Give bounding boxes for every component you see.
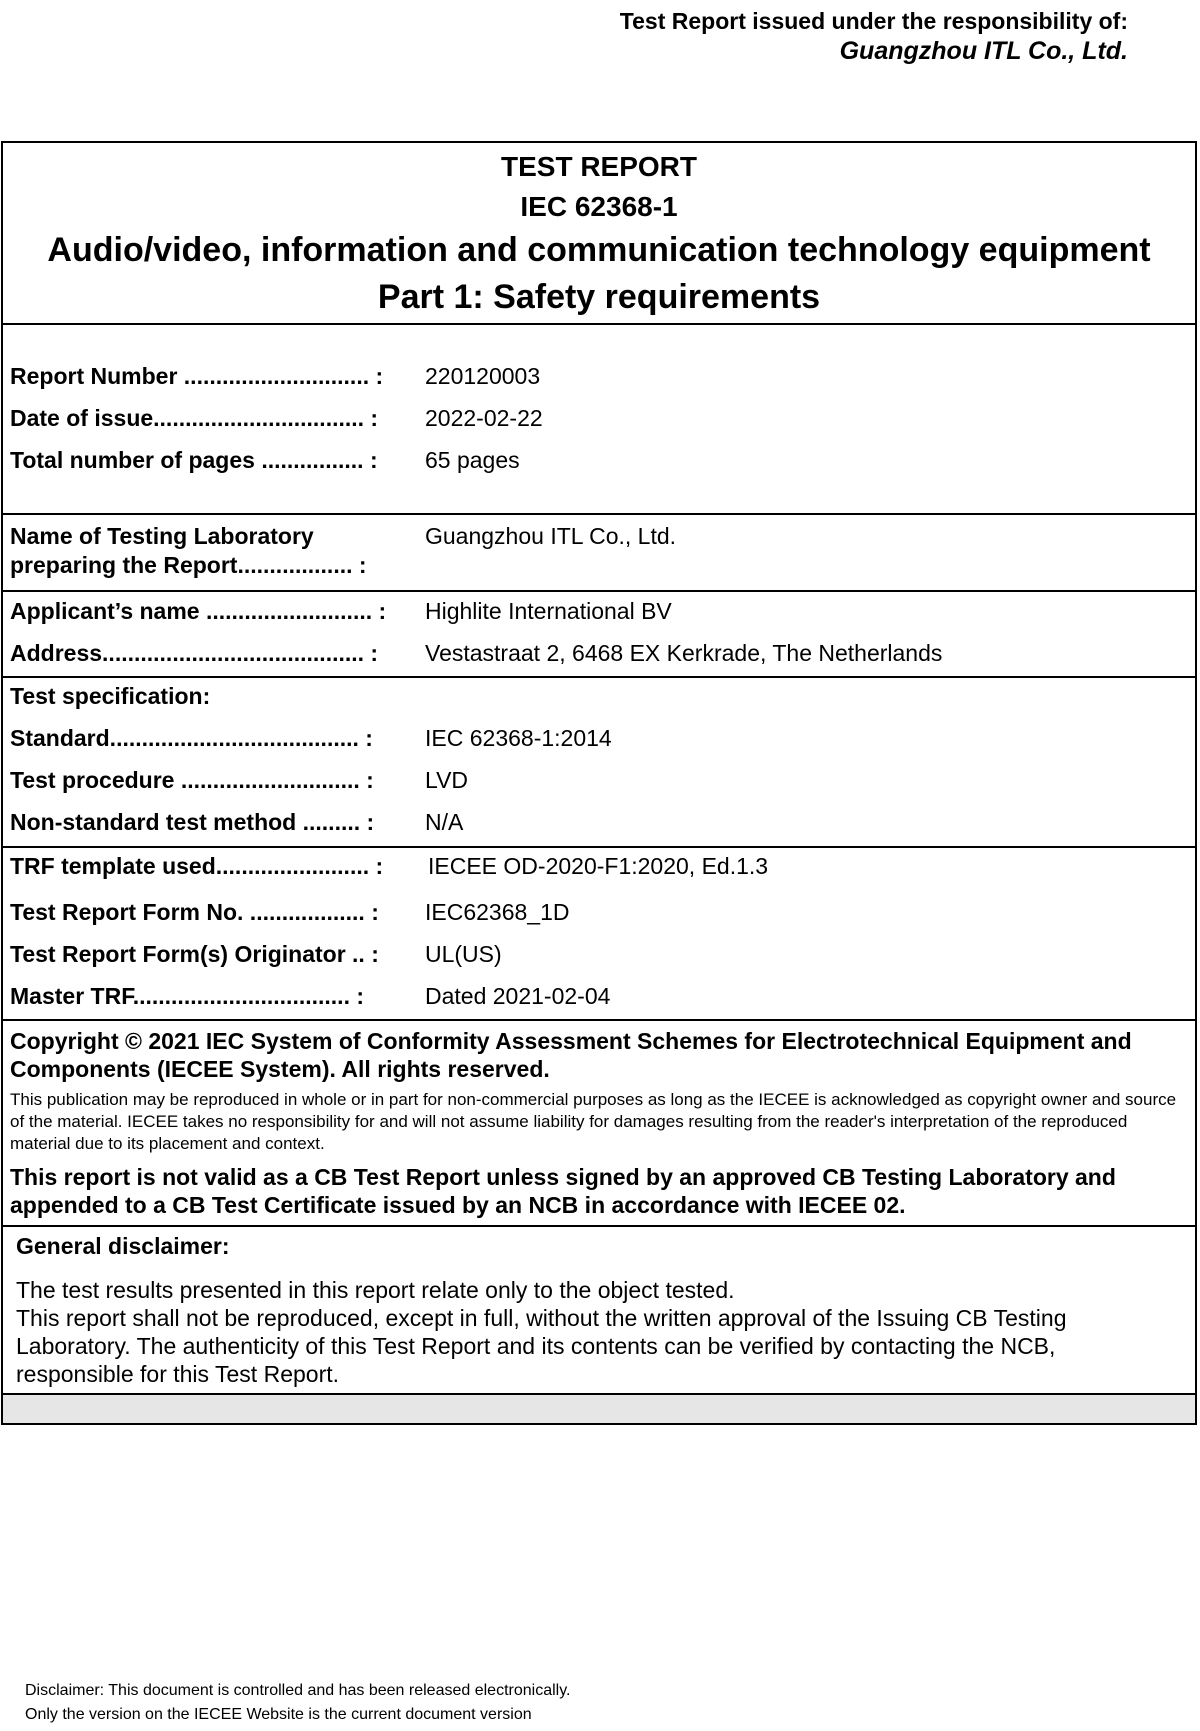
- field-label: Name of Testing Laboratory: [10, 523, 314, 549]
- divider: [3, 1225, 1195, 1227]
- field-trf-originator: [3, 941, 1195, 979]
- issuing-company: Guangzhou ITL Co., Ltd.: [839, 37, 1128, 65]
- divider: [3, 513, 1195, 515]
- field-trf-template: [3, 853, 1195, 891]
- field-label: Non-standard test method ......... :: [10, 809, 375, 835]
- field-value: 65 pages: [425, 447, 520, 473]
- field-value: Guangzhou ITL Co., Ltd.: [425, 523, 677, 549]
- divider: [3, 590, 1195, 592]
- grey-band: [3, 1395, 1195, 1423]
- field-address: [3, 640, 1195, 678]
- standard-part: Part 1: Safety requirements: [377, 278, 821, 316]
- field-test-procedure: [3, 767, 1195, 805]
- disclaimer-line-2: This report shall not be reproduced, except in full, without the written approval of the Issuing CB Testing Laboratory. The authenticity of this Test Report and its contents can be verified by contacting the NCB, responsible for this Test Report.: [16, 1305, 1067, 1387]
- field-value: N/A: [425, 809, 464, 835]
- field-value: IEC62368_1D: [425, 899, 570, 925]
- field-applicant: [3, 598, 1195, 636]
- field-label: preparing the Report.................. :: [10, 552, 367, 578]
- field-date-of-issue: [3, 405, 1195, 443]
- responsibility-header: Test Report issued under the responsibility of:: [619, 8, 1128, 34]
- field-label: Test procedure ............................ :: [10, 767, 374, 793]
- field-master-trf: [3, 983, 1195, 1021]
- field-lab-name: [3, 523, 1195, 585]
- field-total-pages: [3, 447, 1195, 485]
- field-value: UL(US): [425, 941, 502, 967]
- divider: [3, 323, 1195, 325]
- field-label: Standard....................................... :: [10, 725, 373, 751]
- standard-title: IEC 62368-1: [520, 191, 678, 222]
- field-value: IEC 62368-1:2014: [425, 725, 612, 751]
- field-value: Vestastraat 2, 6468 EX Kerkrade, The Netherlands: [425, 640, 943, 666]
- field-label: Applicant’s name .......................... :: [10, 598, 387, 624]
- footer-disclaimer-2: Only the version on the IECEE Website is the current document version: [25, 1706, 532, 1723]
- field-value: Highlite International BV: [425, 598, 672, 624]
- field-label: TRF template used........................ :: [10, 853, 384, 879]
- field-label: Master TRF.................................. :: [10, 983, 365, 1009]
- field-label: Address......................................... :: [10, 640, 379, 666]
- report-title: TEST REPORT: [500, 151, 697, 182]
- footer-disclaimer-1: Disclaimer: This document is controlled and has been released electronically.: [25, 1682, 571, 1699]
- copyright-body: This publication may be reproduced in whole or in part for non-commercial purposes as long as the IECEE is acknowledged as copyright owner and source of the material. IECEE takes no responsibility for and will not assume liability for damages resulting from the reader's interpretation of the reproduced material due to its placement and context.: [10, 1090, 1177, 1153]
- copyright-heading: Copyright © 2021 IEC System of Conformity Assessment Schemes for Electrotechnical Equipment and Components (IECEE System). All rights reserved.: [10, 1028, 1132, 1082]
- field-label: Test Report Form(s) Originator .. :: [10, 941, 379, 967]
- divider: [3, 676, 1195, 678]
- report-frame: [1, 141, 1197, 1425]
- field-label: Report Number ............................. :: [10, 363, 384, 389]
- field-value: 2022-02-22: [425, 405, 543, 431]
- field-standard: [3, 725, 1195, 763]
- standard-subject: Audio/video, information and communication technology equipment: [47, 231, 1151, 269]
- field-report-number: [3, 363, 1195, 401]
- field-label: Total number of pages ................ :: [10, 447, 378, 473]
- field-non-standard-method: [3, 809, 1195, 847]
- field-trf-form-no: [3, 899, 1195, 937]
- field-label: Test specification:: [10, 683, 211, 709]
- field-value: LVD: [425, 767, 469, 793]
- field-value: Dated 2021-02-04: [425, 983, 611, 1009]
- disclaimer-heading: General disclaimer:: [16, 1233, 230, 1259]
- field-value: IECEE OD-2020-F1:2020, Ed.1.3: [428, 853, 769, 879]
- divider: [3, 1019, 1195, 1021]
- validity-notice: This report is not valid as a CB Test Report unless signed by an approved CB Testing Laboratory and appended to a CB Test Certificate issued by an NCB in accordance with IECEE 02.: [10, 1164, 1116, 1218]
- divider: [3, 846, 1195, 848]
- field-label: Date of issue................................. :: [10, 405, 379, 431]
- disclaimer-line-1: The test results presented in this report relate only to the object tested.: [16, 1277, 735, 1303]
- field-label: Test Report Form No. .................. :: [10, 899, 379, 925]
- field-test-specification: [3, 683, 1195, 721]
- field-value: 220120003: [425, 363, 541, 389]
